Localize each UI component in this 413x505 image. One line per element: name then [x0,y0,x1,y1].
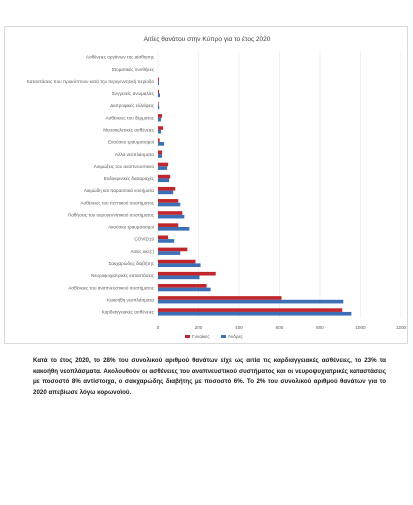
category-label: Λοιμώξεις του αναπνευστικού [93,163,154,169]
bar-women [158,78,159,82]
category-label: Ακούσιοι τραυματισμοί [108,224,154,230]
x-tick-label: 1000 [355,325,366,330]
x-tick-label: 400 [235,325,243,330]
bar-men [158,130,161,134]
category-label: Συγγενείς ανωμαλίες [111,91,154,97]
bar-men [158,81,159,85]
x-axis-tick-labels [157,325,407,330]
category-label: Αιτίες ακτ(;) [130,248,154,254]
category-label: Ασθένειες οργάνων της αίσθησης [85,54,154,60]
bar-women [158,175,170,179]
category-label: Εκούσιοι τραυματισμοί [108,139,154,145]
bar-women [158,248,187,252]
bar-women [158,260,195,264]
bar-men [158,142,164,146]
category-label: Άλλα νεοπλάσματα [115,151,154,157]
bar-men [158,203,180,207]
bar-men [158,106,159,110]
bar-women [158,211,182,215]
bar-women [158,151,162,155]
category-label: Ασθένειες του αναπνευστικού συστήματος [68,285,154,291]
category-label: Κακοήθη νεοπλάσματα [107,297,154,303]
bar-women [158,187,175,191]
category-label: Σακχαρώδης διαβήτης [108,260,154,266]
bar-men [158,288,211,292]
category-label: Καρδιαγγειακές ασθένειες [101,309,154,315]
bar-women [158,138,160,142]
x-tick-label: 800 [316,325,324,330]
bar-women [158,163,168,167]
bar-men [158,227,189,231]
caption-paragraph: Κατά το έτος 2020, το 28% του συνολικού αριθμού θανάτων είχε ως αιτία τις καρδιαγγειακές ασθένειες, το 23% τα κακοήθη νεοπλάσματα. Ακολουθούν οι ασθένειες του αναπνευστικού συστήματος και οι νευροψυχιατρικές καταστάσεις με ποσοστό 8% αντίστοιχα, ο σακχαρώδης διαβήτης με ποσοστό 6%. Το 2% του συνολικού αριθμού θανάτων για το 2020 απεβίωσε λόγω κορωνοϊού. [33,357,386,396]
bar-men [158,178,169,182]
bar-men [158,93,160,97]
category-label: Ασθένειες του πεπτικού συστήματος [80,200,154,206]
chart-container [4,26,408,344]
bar-women [158,235,168,239]
category-label: Διατροφικές ελλείψεις [110,103,154,109]
category-labels [27,54,155,315]
x-tick-label: 0 [156,325,160,330]
category-label: Ασθένειες του δέρματος [105,115,154,121]
legend-label: Γυναίκες [192,334,210,340]
bar-men [158,191,173,195]
cause-of-death-bar-chart [5,27,409,345]
category-label: Στοματικές συνθήκες [111,66,154,72]
bar-men [158,215,184,219]
legend-swatch-men [221,335,226,338]
x-tick-label: 600 [275,325,284,330]
category-label: Καταστάσεις που προκύπτουν κατά την περιγεννητική περίοδο [26,78,154,84]
legend [185,334,243,339]
category-label: Νευροψυχιατρικές καταστάσεις [91,273,154,279]
bar-women [158,114,162,118]
bars [158,78,351,316]
bar-men [158,154,162,158]
bar-men [158,276,200,280]
chart-title: Αιτίες θανάτου στην Κύπρο για το έτος 2020 [143,36,271,43]
bar-men [158,166,167,170]
bar-men [158,263,201,267]
category-label: Παθήσεις του ουρογεννητικού συστήματος [67,212,154,218]
bar-women [158,199,178,203]
category-label: Λοιμώδη και παρασιτικά νοσήματα [83,188,154,194]
bar-women [158,126,163,130]
category-label: Ενδοκρινικές διαταραχές [103,176,154,182]
bar-women [158,223,178,227]
bar-men [158,300,343,304]
bar-women [158,296,282,300]
bar-women [158,284,207,288]
bar-men [158,118,161,122]
legend-swatch-women [185,335,190,338]
bar-women [158,308,342,312]
category-label: Μυοσκελετικές ασθένειες [103,127,154,133]
bar-men [158,312,351,316]
bar-women [158,272,216,276]
bar-men [158,251,180,255]
x-tick-label: 1200 [395,325,407,330]
legend-label: Άνδρες [228,334,243,340]
bar-women [158,102,159,106]
bar-women [158,90,159,94]
bar-men [158,239,174,243]
x-tick-label: 200 [194,325,203,330]
category-label: COVID19 [134,236,154,242]
